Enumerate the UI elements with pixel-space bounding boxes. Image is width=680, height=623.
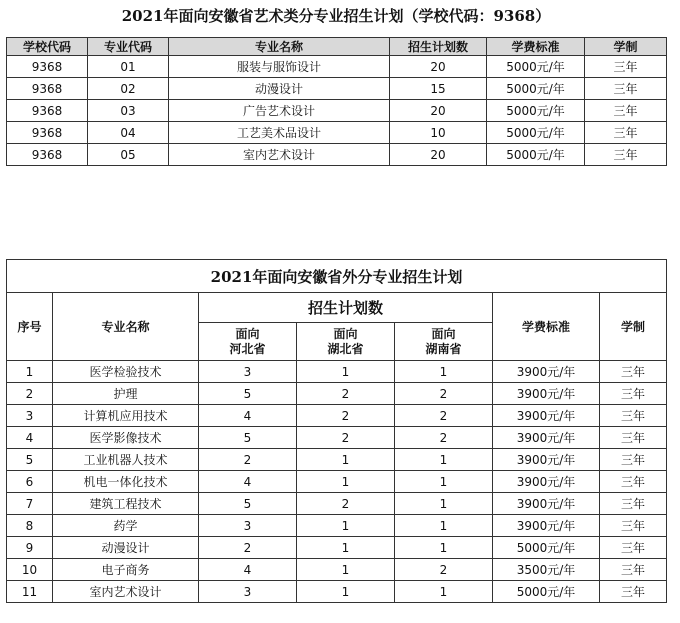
cell-major-name: 室内艺术设计 bbox=[169, 144, 390, 166]
cell-major-code: 02 bbox=[88, 78, 169, 100]
cell-hebei: 3 bbox=[199, 515, 297, 537]
cell-hubei: 2 bbox=[297, 405, 395, 427]
header-hebei-line1: 面向 bbox=[235, 326, 260, 341]
cell-fee: 5000元/年 bbox=[487, 122, 585, 144]
table-row bbox=[7, 100, 667, 122]
cell-hubei: 1 bbox=[297, 449, 395, 471]
table-row bbox=[7, 471, 667, 493]
cell-hebei: 5 bbox=[199, 493, 297, 515]
cell-duration: 三年 bbox=[600, 471, 667, 493]
cell-hunan: 1 bbox=[395, 361, 493, 383]
table-row bbox=[7, 581, 667, 603]
cell-major-name: 动漫设计 bbox=[169, 78, 390, 100]
cell-major-code: 03 bbox=[88, 100, 169, 122]
table-row bbox=[7, 515, 667, 537]
cell-hebei: 5 bbox=[199, 383, 297, 405]
cell-duration: 三年 bbox=[585, 56, 667, 78]
cell-seq: 1 bbox=[7, 361, 53, 383]
table-row bbox=[7, 559, 667, 581]
cell-duration: 三年 bbox=[600, 537, 667, 559]
table-row bbox=[7, 427, 667, 449]
cell-hubei: 2 bbox=[297, 493, 395, 515]
cell-seq: 8 bbox=[7, 515, 53, 537]
cell-fee: 5000元/年 bbox=[487, 78, 585, 100]
cell-fee: 3900元/年 bbox=[493, 405, 600, 427]
cell-school-code: 9368 bbox=[7, 144, 88, 166]
table-row bbox=[7, 144, 667, 166]
cell-hunan: 1 bbox=[395, 493, 493, 515]
cell-fee: 3900元/年 bbox=[493, 427, 600, 449]
cell-hubei: 2 bbox=[297, 383, 395, 405]
cell-duration: 三年 bbox=[585, 144, 667, 166]
header-hebei bbox=[199, 323, 297, 361]
table-row bbox=[7, 56, 667, 78]
cell-duration: 三年 bbox=[600, 361, 667, 383]
cell-duration: 三年 bbox=[600, 581, 667, 603]
cell-hunan: 1 bbox=[395, 515, 493, 537]
cell-fee: 5000元/年 bbox=[493, 537, 600, 559]
cell-fee: 3900元/年 bbox=[493, 471, 600, 493]
cell-hebei: 4 bbox=[199, 559, 297, 581]
cell-duration: 三年 bbox=[585, 100, 667, 122]
cell-duration: 三年 bbox=[585, 78, 667, 100]
table-row bbox=[7, 537, 667, 559]
table-row bbox=[7, 405, 667, 427]
cell-major-name: 室内艺术设计 bbox=[53, 581, 199, 603]
cell-duration: 三年 bbox=[600, 559, 667, 581]
cell-plan-count: 10 bbox=[390, 122, 487, 144]
table-row bbox=[7, 122, 667, 144]
cell-seq: 11 bbox=[7, 581, 53, 603]
cell-hunan: 1 bbox=[395, 537, 493, 559]
cell-hunan: 2 bbox=[395, 405, 493, 427]
table-row bbox=[7, 493, 667, 515]
table-row bbox=[7, 361, 667, 383]
cell-seq: 5 bbox=[7, 449, 53, 471]
table-row bbox=[7, 383, 667, 405]
cell-hubei: 1 bbox=[297, 581, 395, 603]
cell-major-code: 01 bbox=[88, 56, 169, 78]
cell-seq: 9 bbox=[7, 537, 53, 559]
cell-fee: 3900元/年 bbox=[493, 493, 600, 515]
cell-duration: 三年 bbox=[600, 405, 667, 427]
cell-hunan: 2 bbox=[395, 383, 493, 405]
out-of-province-table-body bbox=[7, 361, 667, 603]
out-of-province-enrollment-table bbox=[6, 259, 667, 603]
table-row bbox=[7, 449, 667, 471]
cell-hebei: 3 bbox=[199, 361, 297, 383]
cell-seq: 7 bbox=[7, 493, 53, 515]
cell-major-name: 工艺美术品设计 bbox=[169, 122, 390, 144]
header-hunan-line1: 面向 bbox=[431, 326, 456, 341]
cell-major-name: 动漫设计 bbox=[53, 537, 199, 559]
cell-major-name: 计算机应用技术 bbox=[53, 405, 199, 427]
cell-major-code: 04 bbox=[88, 122, 169, 144]
header-hunan bbox=[395, 323, 493, 361]
cell-hunan: 2 bbox=[395, 559, 493, 581]
cell-fee: 5000元/年 bbox=[487, 100, 585, 122]
cell-hebei: 5 bbox=[199, 427, 297, 449]
cell-major-name: 医学检验技术 bbox=[53, 361, 199, 383]
cell-fee: 3900元/年 bbox=[493, 361, 600, 383]
cell-hunan: 1 bbox=[395, 449, 493, 471]
cell-seq: 10 bbox=[7, 559, 53, 581]
cell-major-name: 服装与服饰设计 bbox=[169, 56, 390, 78]
cell-seq: 6 bbox=[7, 471, 53, 493]
header-hebei-line2: 河北省 bbox=[229, 341, 266, 356]
cell-major-name: 医学影像技术 bbox=[53, 427, 199, 449]
cell-plan-count: 20 bbox=[390, 100, 487, 122]
cell-major-name: 护理 bbox=[53, 383, 199, 405]
cell-hebei: 4 bbox=[199, 471, 297, 493]
cell-fee: 3900元/年 bbox=[493, 515, 600, 537]
art-enrollment-table bbox=[6, 37, 667, 166]
cell-major-code: 05 bbox=[88, 144, 169, 166]
cell-plan-count: 20 bbox=[390, 144, 487, 166]
header-major-code: 专业代码 bbox=[88, 38, 169, 56]
header-major-name: 专业名称 bbox=[169, 38, 390, 56]
art-table-body bbox=[7, 56, 667, 166]
cell-hebei: 2 bbox=[199, 449, 297, 471]
cell-plan-count: 15 bbox=[390, 78, 487, 100]
cell-hubei: 1 bbox=[297, 537, 395, 559]
cell-duration: 三年 bbox=[600, 449, 667, 471]
cell-school-code: 9368 bbox=[7, 100, 88, 122]
header-plan-count: 招生计划数 bbox=[199, 293, 493, 323]
cell-seq: 4 bbox=[7, 427, 53, 449]
cell-fee: 5000元/年 bbox=[487, 56, 585, 78]
cell-duration: 三年 bbox=[600, 383, 667, 405]
table2-title: 2021年面向安徽省外分专业招生计划 bbox=[7, 260, 667, 293]
header-school-code: 学校代码 bbox=[7, 38, 88, 56]
header-fee: 学费标准 bbox=[487, 38, 585, 56]
cell-fee: 3900元/年 bbox=[493, 449, 600, 471]
cell-major-name: 建筑工程技术 bbox=[53, 493, 199, 515]
cell-hubei: 1 bbox=[297, 515, 395, 537]
cell-hunan: 1 bbox=[395, 471, 493, 493]
header-hubei bbox=[297, 323, 395, 361]
cell-plan-count: 20 bbox=[390, 56, 487, 78]
cell-duration: 三年 bbox=[600, 427, 667, 449]
cell-duration: 三年 bbox=[585, 122, 667, 144]
table-row bbox=[7, 78, 667, 100]
cell-school-code: 9368 bbox=[7, 122, 88, 144]
cell-hunan: 2 bbox=[395, 427, 493, 449]
cell-seq: 2 bbox=[7, 383, 53, 405]
cell-school-code: 9368 bbox=[7, 56, 88, 78]
header-hubei-line1: 面向 bbox=[333, 326, 358, 341]
cell-major-name: 工业机器人技术 bbox=[53, 449, 199, 471]
header-hunan-line2: 湖南省 bbox=[425, 341, 462, 356]
cell-fee: 3900元/年 bbox=[493, 383, 600, 405]
cell-fee: 5000元/年 bbox=[487, 144, 585, 166]
cell-seq: 3 bbox=[7, 405, 53, 427]
cell-major-name: 广告艺术设计 bbox=[169, 100, 390, 122]
cell-duration: 三年 bbox=[600, 515, 667, 537]
cell-major-name: 电子商务 bbox=[53, 559, 199, 581]
cell-fee: 3500元/年 bbox=[493, 559, 600, 581]
table1-title: 2021年面向安徽省艺术类分专业招生计划（学校代码：9368） bbox=[121, 7, 551, 25]
cell-hubei: 2 bbox=[297, 427, 395, 449]
cell-hubei: 1 bbox=[297, 471, 395, 493]
header-hubei-line2: 湖北省 bbox=[327, 341, 364, 356]
header-duration: 学制 bbox=[600, 293, 667, 361]
header-fee: 学费标准 bbox=[493, 293, 600, 361]
header-plan-count: 招生计划数 bbox=[390, 38, 487, 56]
cell-hebei: 4 bbox=[199, 405, 297, 427]
header-seq: 序号 bbox=[7, 293, 53, 361]
cell-school-code: 9368 bbox=[7, 78, 88, 100]
cell-hubei: 1 bbox=[297, 559, 395, 581]
cell-hunan: 1 bbox=[395, 581, 493, 603]
cell-hebei: 2 bbox=[199, 537, 297, 559]
cell-major-name: 药学 bbox=[53, 515, 199, 537]
cell-fee: 5000元/年 bbox=[493, 581, 600, 603]
cell-major-name: 机电一体化技术 bbox=[53, 471, 199, 493]
cell-duration: 三年 bbox=[600, 493, 667, 515]
cell-hubei: 1 bbox=[297, 361, 395, 383]
cell-hebei: 3 bbox=[199, 581, 297, 603]
header-major-name: 专业名称 bbox=[53, 293, 199, 361]
table-header-row bbox=[7, 38, 667, 56]
header-duration: 学制 bbox=[585, 38, 667, 56]
